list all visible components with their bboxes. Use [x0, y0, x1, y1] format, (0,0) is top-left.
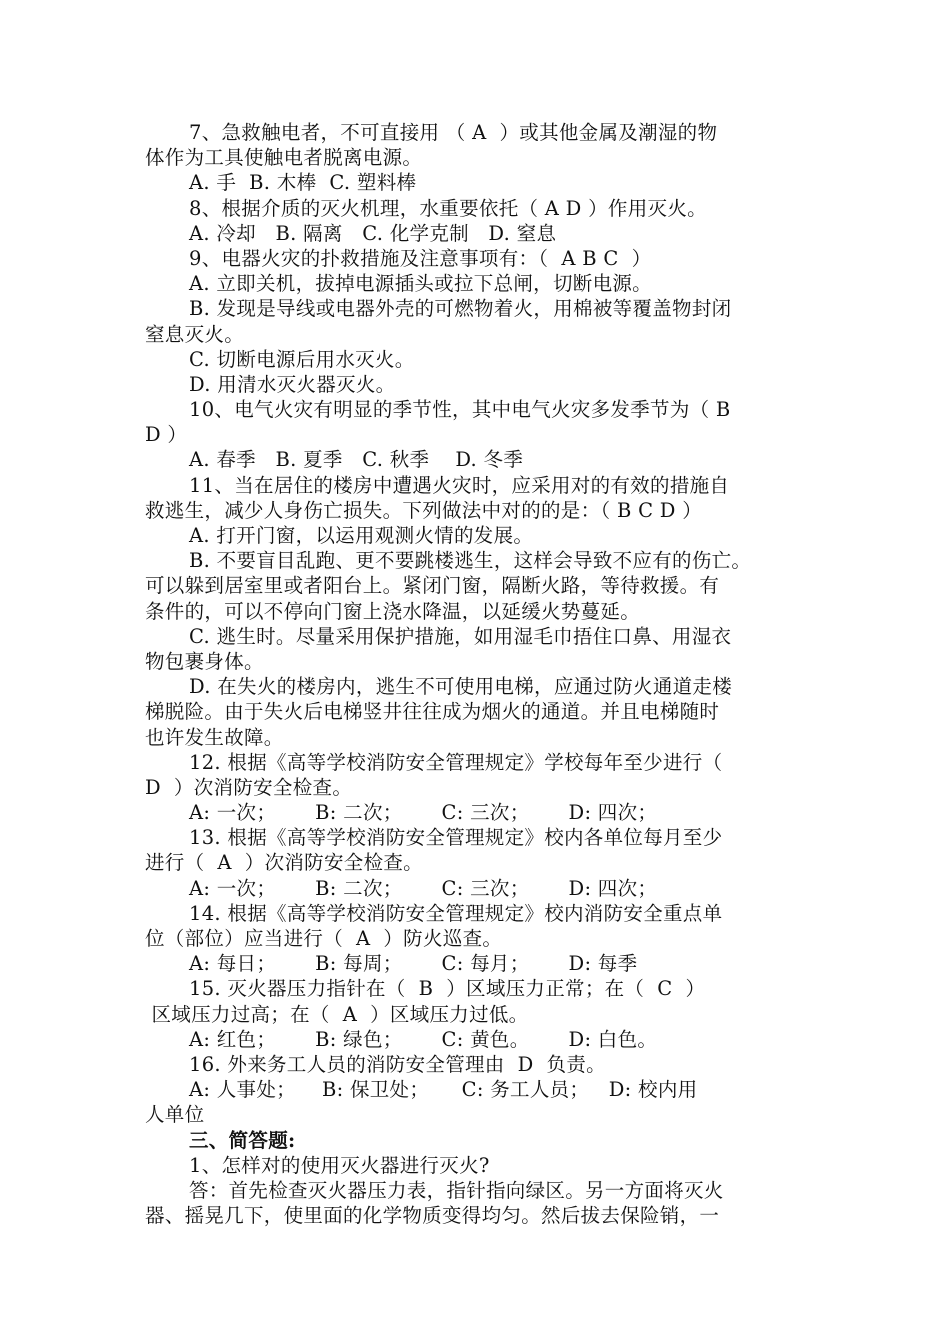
text-line: 器、摇晃几下，使里面的化学物质变得均匀。然后拔去保险销，一: [145, 1204, 720, 1228]
text-line: 13. 根据《高等学校消防安全管理规定》校内各单位每月至少: [189, 826, 723, 850]
text-line: A. 手 B. 木棒 C. 塑料棒: [189, 171, 417, 195]
text-line: A: 每日； B: 每周； C: 每月； D: 每季: [189, 952, 638, 976]
text-line: A: 一次； B: 二次； C: 三次； D: 四次；: [189, 801, 658, 825]
section-heading: 三、简答题:: [189, 1128, 296, 1152]
text-line: A. 冷却 B. 隔离 C. 化学克制 D. 窒息: [189, 221, 557, 245]
text-line: 救逃生，减少人身伤亡损失。下列做法中对的的是：（ B C D ）: [145, 498, 703, 522]
text-line: A: 红色； B: 绿色； C: 黄色。 D: 白色。: [189, 1027, 658, 1051]
text-line: D ）: [145, 423, 188, 447]
text-line: 梯脱险。由于失火后电梯竖井往往成为烟火的通道。并且电梯随时: [145, 700, 720, 724]
text-line: D. 用清水灭火器灭火。: [189, 372, 396, 396]
text-line: 答：首先检查灭火器压力表，指针指向绿区。另一方面将灭火: [189, 1178, 724, 1202]
text-line: 窒息灭火。: [145, 322, 245, 346]
text-line: 物包裹身体。: [145, 649, 264, 673]
text-line: C. 切断电源后用水灭火。: [189, 347, 415, 371]
text-line: 12. 根据《高等学校消防安全管理规定》学校每年至少进行（: [189, 750, 723, 774]
text-line: A: 人事处； B: 保卫处； C: 务工人员； D: 校内用: [189, 1078, 698, 1102]
text-line: 位（部位）应当进行（ A ）防火巡查。: [145, 927, 503, 950]
document-page: [145, 120, 810, 1228]
text-line: 人单位: [145, 1103, 205, 1127]
text-line: 10、电气火灾有明显的季节性，其中电气火灾多发季节为（ B: [189, 398, 731, 422]
text-line: A. 打开门窗，以运用观测火情的发展。: [189, 524, 534, 547]
text-line: B. 发现是导线或电器外壳的可燃物着火，用棉被等覆盖物封闭: [189, 297, 732, 321]
text-line: C. 逃生时。尽量采用保护措施，如用湿毛巾捂住口鼻、用湿衣: [189, 624, 732, 648]
text-line: 条件的，可以不停向门窗上浇水降温，以延缓火势蔓延。: [145, 599, 641, 623]
text-line: 8、根据介质的灭火机理，水重要依托（ A D ）作用灭火。: [189, 196, 707, 220]
text-line: 体作为工具使触电者脱离电源。: [145, 146, 423, 170]
text-line: 7、急救触电者，不可直接用 （ A ）或其他金属及潮湿的物: [189, 121, 718, 144]
text-line: 14. 根据《高等学校消防安全管理规定》校内消防安全重点单: [189, 901, 723, 925]
text-line: 9、电器火灾的扑救措施及注意事项有：（ A B C ）: [189, 246, 652, 270]
text-line: 16. 外来务工人员的消防安全管理由 D 负责。: [189, 1052, 606, 1076]
text-line: D ）次消防安全检查。: [145, 775, 353, 799]
text-line: 也许发生故障。: [145, 725, 284, 749]
text-line: 进行（ A ）次消防安全检查。: [145, 851, 423, 875]
text-line: 区域压力过高；在（ A ）区域压力过低。: [145, 1002, 529, 1026]
text-line: 15. 灭火器压力指针在（ B ）区域压力正常；在（ C ）: [189, 977, 706, 1001]
text-line: 可以躲到居室里或者阳台上。紧闭门窗，隔断火路，等待救援。有: [145, 574, 720, 598]
text-line: D. 在失火的楼房内，逃生不可使用电梯，应通过防火通道走楼: [189, 675, 733, 699]
text-line: B. 不要盲目乱跑、更不要跳楼逃生，这样会导致不应有的伤亡。: [189, 549, 752, 573]
text-line: 11、当在居住的楼房中遭遇火灾时，应采用对的有效的措施自: [189, 473, 730, 497]
text-line: 1、怎样对的使用灭火器进行灭火?: [189, 1153, 490, 1177]
text-line: A: 一次； B: 二次； C: 三次； D: 四次；: [189, 876, 658, 900]
text-line: A. 春季 B. 夏季 C. 秋季 D. 冬季: [189, 448, 524, 472]
text-line: A. 立即关机，拔掉电源插头或拉下总闸，切断电源。: [189, 272, 652, 296]
